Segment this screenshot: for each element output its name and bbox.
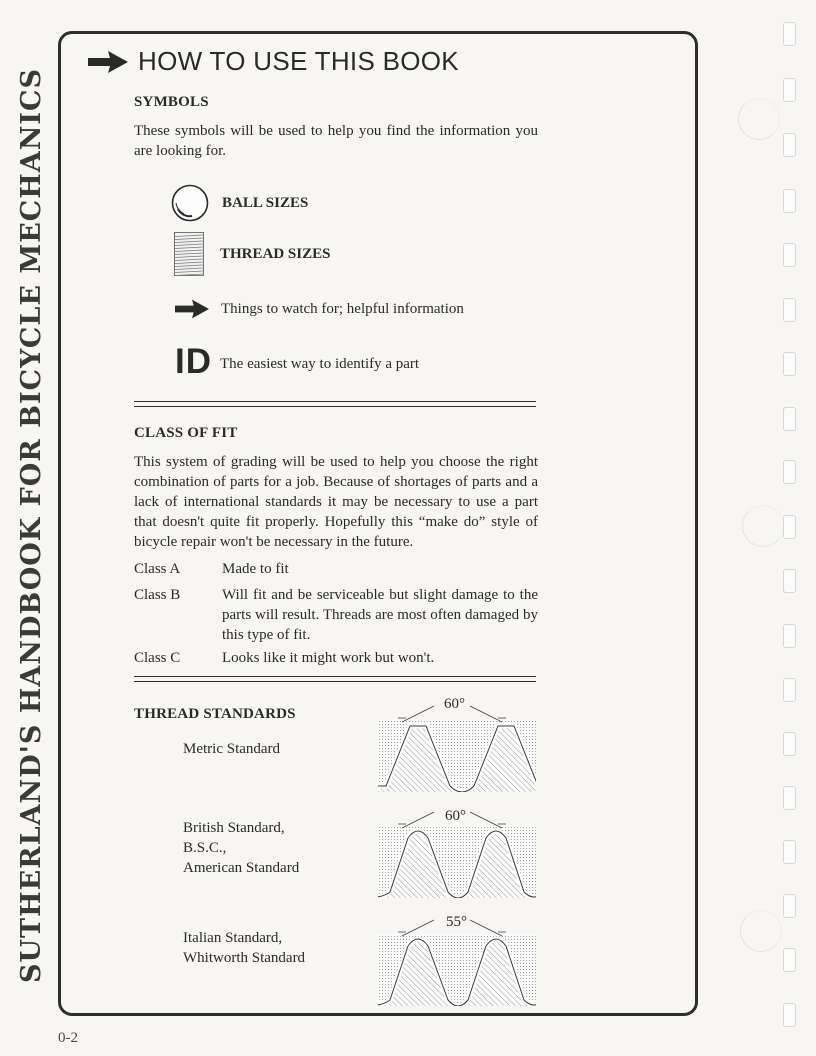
binder-hole — [783, 460, 796, 484]
binder-hole — [783, 732, 796, 756]
thread-angle-label: 60° — [445, 808, 466, 824]
symbols-intro: These symbols will be used to help you find the information you are looking for. — [134, 123, 538, 159]
class-code: Class A — [134, 561, 181, 577]
symbol-identify-part — [175, 344, 419, 379]
class-code: Class B — [134, 587, 181, 603]
class-of-fit-title: CLASS OF FIT — [134, 425, 238, 441]
thread-standard-label: Italian Standard, Whitworth Standard — [183, 930, 306, 966]
class-row — [134, 585, 538, 645]
binder-hole — [783, 678, 796, 702]
page-number: 0-2 — [58, 1030, 78, 1046]
metric-thread-diagram — [378, 690, 536, 796]
binder-hole — [783, 894, 796, 918]
binder-hole — [783, 948, 796, 972]
binder-holes — [756, 0, 816, 1056]
ring-shadow — [742, 505, 784, 547]
binder-hole — [783, 515, 796, 539]
helpful-info-label: Things to watch for; helpful information — [221, 300, 464, 317]
class-row — [134, 648, 538, 668]
arrow-icon — [88, 50, 128, 74]
binder-hole — [783, 352, 796, 376]
section-divider — [134, 401, 536, 407]
binder-hole — [783, 569, 796, 593]
symbols-title: SYMBOLS — [134, 94, 209, 110]
binder-hole — [783, 840, 796, 864]
thread-sizes-label: THREAD SIZES — [220, 245, 331, 262]
thread-standard-label: British Standard, B.S.C., American Standard — [183, 820, 300, 876]
binder-hole — [783, 624, 796, 648]
ball-icon — [170, 183, 210, 223]
binder-hole — [783, 22, 796, 46]
binder-hole — [783, 786, 796, 810]
binder-hole — [783, 189, 796, 213]
identify-part-label: The easiest way to identify a part — [220, 356, 420, 372]
thread-angle-label: 55° — [446, 914, 467, 930]
spine-title-text: SUTHERLAND'S HANDBOOK FOR BICYCLE MECHANICS — [16, 67, 48, 983]
spine-title — [4, 67, 60, 983]
page-title: HOW TO USE THIS BOOK — [138, 46, 459, 76]
thread-angle-label: 60° — [444, 696, 465, 712]
page-heading — [88, 46, 459, 77]
id-icon: ID — [175, 342, 212, 381]
binder-hole — [783, 1003, 796, 1027]
ring-shadow — [738, 98, 780, 140]
class-of-fit-section — [134, 425, 538, 552]
thread-standard-label: Metric Standard — [183, 741, 281, 757]
arrow-icon — [175, 297, 209, 321]
binder-hole — [783, 298, 796, 322]
symbol-helpful-info — [175, 297, 464, 321]
class-of-fit-text: This system of grading will be used to help you choose the right combination of parts for a job. Because of shortages of parts and a lack of international standards it may be necessary to use a part that doesn't quite fit properly. Hopefully this “make do” style of bicycle repair won't be necessary in the future. — [134, 454, 538, 550]
ring-shadow — [740, 910, 782, 952]
binder-hole — [783, 78, 796, 102]
binder-hole — [783, 133, 796, 157]
class-code: Class C — [134, 650, 181, 666]
section-divider — [134, 676, 536, 682]
thread-standards-title: THREAD STANDARDS — [134, 706, 296, 722]
ball-sizes-label: BALL SIZES — [222, 194, 309, 211]
class-row — [134, 559, 538, 579]
class-description: Made to fit — [222, 561, 289, 577]
symbols-section — [134, 94, 538, 161]
british-thread-diagram — [378, 808, 536, 902]
class-description: Will fit and be serviceable but slight damage to the parts will result. Threads are most often damaged by this type of fit. — [222, 587, 538, 643]
symbol-thread-sizes — [174, 232, 330, 276]
binder-hole — [783, 243, 796, 267]
thread-icon — [174, 232, 204, 276]
class-description: Looks like it might work but won't. — [222, 650, 435, 666]
symbol-ball-sizes — [170, 183, 308, 223]
whitworth-thread-diagram — [378, 914, 536, 1010]
binder-hole — [783, 407, 796, 431]
